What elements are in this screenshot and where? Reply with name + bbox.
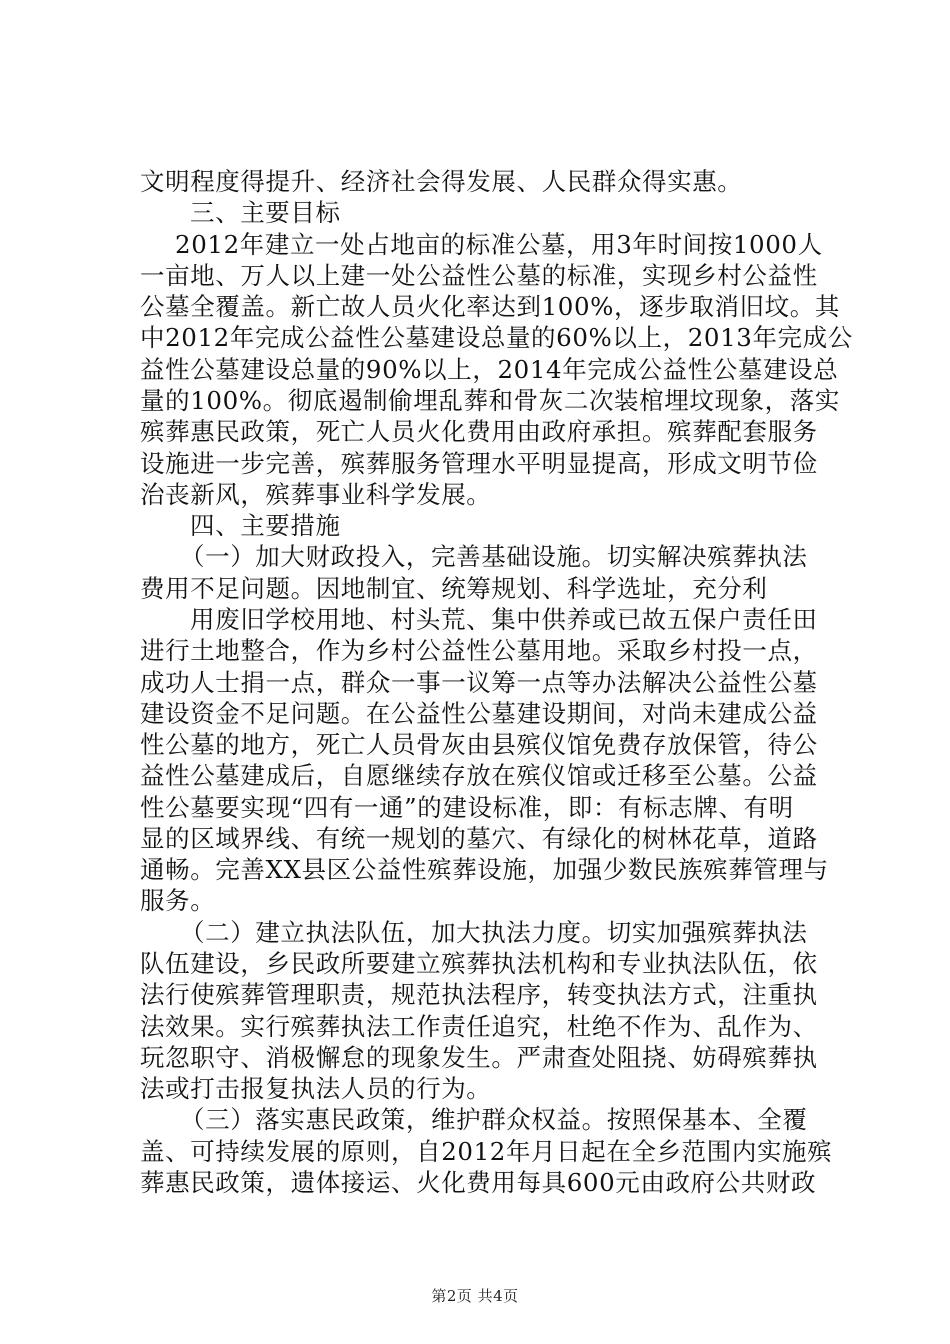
text-line: 服务。 xyxy=(140,886,216,915)
text-line: 一亩地、万人以上建一处公益性公墓的标准，实现乡村公益性 xyxy=(140,261,818,290)
text-line: （一）加大财政投入，完善基础设施。切实解决殡葬执法 xyxy=(180,542,808,571)
text-line: 中2012年完成公益性公墓建设总量的60%以上，2013年完成公 xyxy=(140,323,853,352)
text-line: 文明程度得提升、经济社会得发展、人民群众得实惠。 xyxy=(140,167,743,196)
text-line: 盖、可持续发展的原则，自2012年月日起在全乡范围内实施殡 xyxy=(140,1137,833,1166)
text-line: 建设资金不足问题。在公益性公墓建设期间，对尚未建成公益 xyxy=(140,699,818,728)
section-heading: 三、主要目标 xyxy=(190,198,341,227)
text-line: 量的100%。彻底遏制偷埋乱葬和骨灰二次装棺埋坟现象，落实 xyxy=(140,386,840,415)
text-line: 成功人士捐一点，群众一事一议筹一点等办法解决公益性公墓 xyxy=(140,668,818,697)
text-line: 性公墓要实现“四有一通”的建设标准，即：有标志牌、有明 xyxy=(140,793,794,822)
text-line: 玩忽职守、消极懈怠的现象发生。严肃查处阻挠、妨碍殡葬执 xyxy=(140,1043,818,1072)
text-line: 益性公墓建成后，自愿继续存放在殡仪馆或迁移至公墓。公益 xyxy=(140,761,818,790)
text-line: 法效果。实行殡葬执法工作责任追究，杜绝不作为、乱作为、 xyxy=(140,1012,818,1041)
text-line: 公墓全覆盖。新亡故人员火化率达到100%，逐步取消旧坟。其 xyxy=(140,292,840,321)
text-line: 通畅。完善XX县区公益性殡葬设施，加强少数民族殡葬管理与 xyxy=(140,855,829,884)
text-line: 队伍建设，乡民政所要建立殡葬执法机构和专业执法队伍，依 xyxy=(140,949,818,978)
text-line: 用废旧学校用地、村头荒、集中供养或已故五保户责任田 xyxy=(190,605,818,634)
page-number-footer: 第2页 共4页 xyxy=(431,1287,519,1305)
text-line: 显的区域界线、有统一规划的墓穴、有绿化的树林花草，道路 xyxy=(140,824,818,853)
text-line: （二）建立执法队伍，加大执法力度。切实加强殡葬执法 xyxy=(180,918,808,947)
text-line: 进行土地整合，作为乡村公益性公墓用地。采取乡村投一点， xyxy=(140,636,818,665)
text-line: 法或打击报复执法人员的行为。 xyxy=(140,1074,492,1103)
text-line: 葬惠民政策，遗体接运、火化费用每具600元由政府公共财政 xyxy=(140,1168,817,1197)
text-line: 殡葬惠民政策，死亡人员火化费用由政府承担。殡葬配套服务 xyxy=(140,417,818,446)
text-line: 法行使殡葬管理职责，规范执法程序，转变执法方式，注重执 xyxy=(140,980,818,1009)
text-line: 费用不足问题。因地制宜、统筹规划、科学选址，充分利 xyxy=(140,574,768,603)
section-heading: 四、主要措施 xyxy=(190,511,341,540)
text-line: 益性公墓建设总量的90%以上，2014年完成公益性公墓建设总 xyxy=(140,355,839,384)
text-line: 性公墓的地方，死亡人员骨灰由县殡仪馆免费存放保管，待公 xyxy=(140,730,818,759)
text-line: （三）落实惠民政策，维护群众权益。按照保基本、全覆 xyxy=(180,1105,808,1134)
text-line: 治丧新风，殡葬事业科学发展。 xyxy=(140,480,492,509)
text-line: 设施进一步完善，殡葬服务管理水平明显提高，形成文明节俭 xyxy=(140,449,818,478)
text-line: 2012年建立一处占地亩的标准公墓，用3年时间按1000人 xyxy=(175,230,823,259)
